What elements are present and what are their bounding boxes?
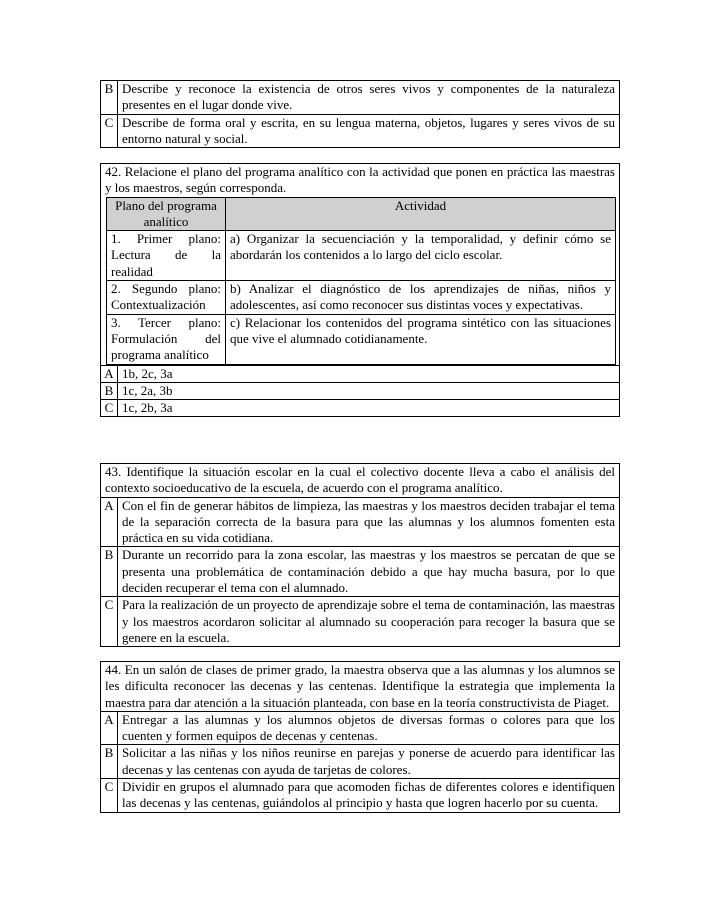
option-row[interactable]: [101, 711, 620, 745]
option-text: Durante un recorrido para la zona escolar, las maestras y los maestros se percatan de que se presenta una problemática de contaminación debido a que hay mucha basura, por lo que deciden recuperar el tema con el alumnado.: [118, 547, 620, 597]
option-row[interactable]: [101, 365, 620, 382]
option-text: Dividir en grupos el alumnado para que acomoden fichas de diferentes colores e identifiquen las decenas y las centenas, guiándolos al principio y hasta que logren hacerlo por su cuenta.: [118, 779, 620, 813]
column-header-actividad: Actividad: [226, 197, 616, 231]
option-text: Solicitar a las niñas y los niños reunirse en parejas y ponerse de acuerdo para identificar las decenas y las centenas con ayuda de tarjetas de colores.: [118, 745, 620, 779]
options-table: [100, 80, 620, 148]
matching-row: [107, 281, 616, 315]
question-43-text: 43. Identifique la situación escolar en la cual el colectivo docente lleva a cabo el análisis del contexto socioeducativo de la escuela, de acuerdo con el programa analítico.: [100, 463, 620, 497]
options-table: [100, 365, 620, 418]
matching-table: [106, 197, 616, 365]
option-text: 1b, 2c, 3a: [118, 365, 620, 382]
options-table: [100, 711, 620, 813]
question-42-block: [100, 163, 620, 417]
option-text: Describe de forma oral y escrita, en su lengua materna, objetos, lugares y seres vivos de su entorno natural y social.: [118, 114, 620, 148]
option-row[interactable]: [101, 597, 620, 647]
option-text: Entregar a las alumnas y los alumnos objetos de diversas formas o colores para que los cuenten y formen equipos de decenas y centenas.: [118, 711, 620, 745]
option-row[interactable]: [101, 81, 620, 115]
option-text: Con el fin de generar hábitos de limpieza, las maestras y los maestros deciden trabajar el tema de la separación correcta de la basura para que las alumnas y los alumnos fomenten esta práctica en su vida cotidiana.: [118, 497, 620, 547]
option-text: 1c, 2b, 3a: [118, 400, 620, 417]
option-text: 1c, 2a, 3b: [118, 382, 620, 399]
matching-row: [107, 231, 616, 281]
option-letter: B: [101, 745, 118, 779]
option-letter: B: [101, 81, 118, 115]
question-44-block: [100, 661, 620, 813]
option-row[interactable]: [101, 497, 620, 547]
option-letter: B: [101, 547, 118, 597]
actividad-cell: a) Organizar la secuenciación y la temporalidad, y definir cómo se abordarán los contenidos a lo largo del ciclo escolar.: [226, 231, 616, 281]
option-row[interactable]: [101, 547, 620, 597]
question-41-options-block: [100, 80, 620, 148]
plano-cell: 1. Primer plano: Lectura de la realidad: [107, 231, 226, 281]
option-letter: A: [101, 711, 118, 745]
option-letter: C: [101, 597, 118, 647]
option-row[interactable]: [101, 745, 620, 779]
question-42-text: 42. Relacione el plano del programa analítico con la actividad que ponen en práctica las maestras y los maestros, según corresponda.: [100, 163, 620, 197]
plano-cell: 3. Tercer plano: Formulación del programa analítico: [107, 314, 226, 364]
question-44-text: 44. En un salón de clases de primer grado, la maestra observa que a las alumnas y los alumnos se les dificulta reconocer las decenas y las centenas. Identifique la estrategia que implementa la maestra para dar atención a la situación planteada, con base en la teoría constructivista de Piaget.: [100, 661, 620, 711]
option-letter: C: [101, 400, 118, 417]
option-row[interactable]: [101, 382, 620, 399]
option-letter: C: [101, 779, 118, 813]
option-letter: C: [101, 114, 118, 148]
matching-table-header: [107, 197, 616, 231]
column-header-plano: Plano del programa analítico: [107, 197, 226, 231]
matching-table-wrapper: [100, 197, 620, 365]
option-letter: A: [101, 497, 118, 547]
option-text: Describe y reconoce la existencia de otros seres vivos y componentes de la naturaleza presentes en el lugar donde vive.: [118, 81, 620, 115]
actividad-cell: c) Relacionar los contenidos del programa sintético con las situaciones que vive el alumnado cotidianamente.: [226, 314, 616, 364]
option-letter: B: [101, 382, 118, 399]
option-row[interactable]: [101, 779, 620, 813]
option-text: Para la realización de un proyecto de aprendizaje sobre el tema de contaminación, las maestras y los maestros acordaron solicitar al alumnado su cooperación para recoger la basura que se genere en la escuela.: [118, 597, 620, 647]
option-letter: A: [101, 365, 118, 382]
plano-cell: 2. Segundo plano: Contextualización: [107, 281, 226, 315]
actividad-cell: b) Analizar el diagnóstico de los aprendizajes de niñas, niños y adolescentes, así como reconocer sus distintas voces y expectativas.: [226, 281, 616, 315]
question-43-block: [100, 463, 620, 647]
option-row[interactable]: [101, 400, 620, 417]
option-row[interactable]: [101, 114, 620, 148]
matching-row: [107, 314, 616, 364]
options-table: [100, 497, 620, 648]
